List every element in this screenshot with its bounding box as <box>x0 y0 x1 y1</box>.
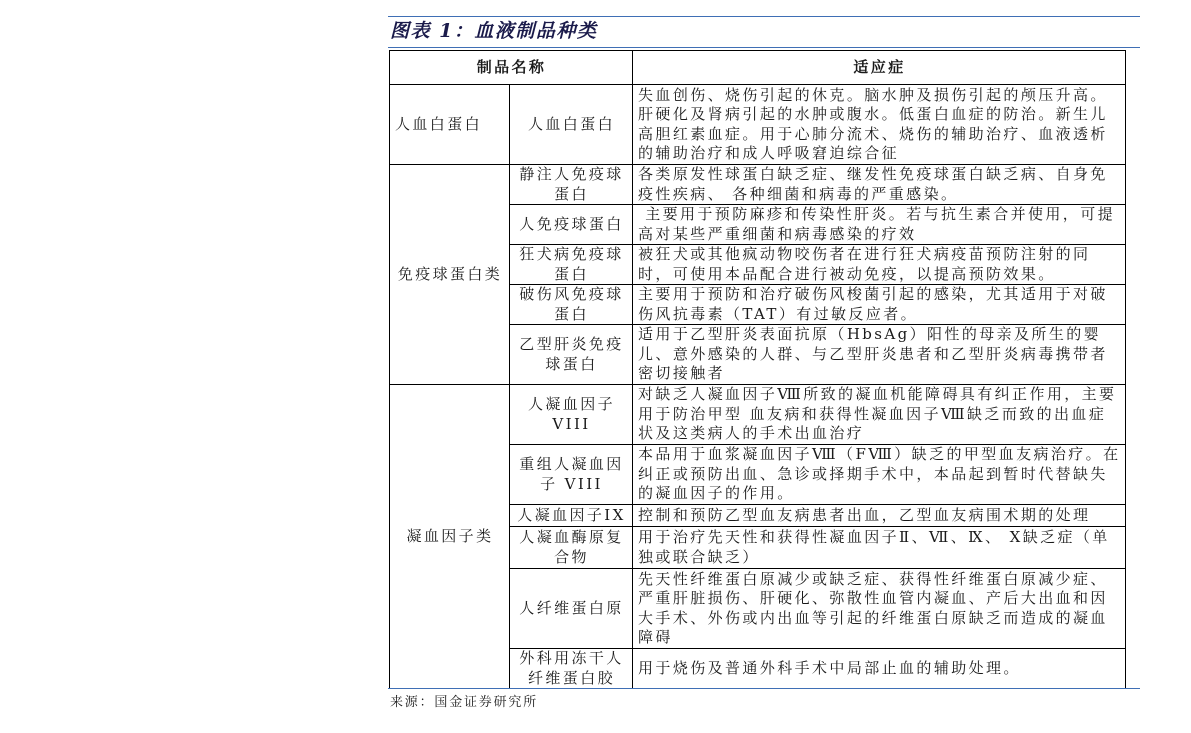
indication-cell: 主要用于预防麻疹和传染性肝炎。若与抗生素合并使用，可提高对某些严重细菌和病毒感染的疗效 <box>633 205 1126 245</box>
indication-cell: 主要用于预防和治疗破伤风梭菌引起的感染，尤其适用于对破伤风抗毒素（TAT）有过敏反应者。 <box>633 285 1126 325</box>
indication-cell: 失血创伤、烧伤引起的休克。脑水肿及损伤引起的颅压升高。肝硬化及肾病引起的水肿或腹水。低蛋白血症的防治。新生儿高胆红素血症。用于心肺分流术、烧伤的辅助治疗、血液透析的辅助治疗和成人呼吸窘迫综合征 <box>633 85 1126 165</box>
indication-cell: 控制和预防乙型血友病患者出血，乙型血友病围术期的处理 <box>633 505 1126 527</box>
category-cell: 凝血因子类 <box>390 385 510 689</box>
header-indication: 适应症 <box>633 51 1126 85</box>
product-cell: 人血白蛋白 <box>510 85 633 165</box>
table-row <box>390 165 1126 205</box>
product-cell: 狂犬病免疫球蛋白 <box>510 245 633 285</box>
indication-cell: 适用于乙型肝炎表面抗原（HbsAg）阳性的母亲及所生的婴儿、意外感染的人群、与乙型肝炎患者和乙型肝炎病毒携带者密切接触者 <box>633 325 1126 385</box>
product-cell: 重组人凝血因子 VIII <box>510 445 633 505</box>
product-cell: 人免疫球蛋白 <box>510 205 633 245</box>
source-note: 来源：国金证券研究所 <box>390 695 539 710</box>
indication-cell: 先天性纤维蛋白原减少或缺乏症、获得性纤维蛋白原减少症、严重肝脏损伤、肝硬化、弥散性血管内凝血、产后大出血和因大手术、外伤或内出血等引起的纤维蛋白原缺乏而造成的凝血障碍 <box>633 569 1126 649</box>
product-cell: 人凝血因子IX <box>510 505 633 527</box>
indication-cell: 用于治疗先天性和获得性凝血因子Ⅱ、Ⅶ、Ⅸ、 Ⅹ缺乏症（单独或联合缺乏） <box>633 527 1126 569</box>
category-cell: 免疫球蛋白类 <box>390 165 510 385</box>
indication-cell: 本品用于血浆凝血因子Ⅷ（FⅧ）缺乏的甲型血友病治疗。在纠正或预防出血、急诊或择期手术中，本品起到暂时代替缺失的凝血因子的作用。 <box>633 445 1126 505</box>
table-header-row <box>390 51 1126 85</box>
header-product-name: 制品名称 <box>390 51 633 85</box>
indication-cell: 用于烧伤及普通外科手术中局部止血的辅助处理。 <box>633 649 1126 689</box>
table-row <box>390 385 1126 445</box>
table-row <box>390 85 1126 165</box>
page-title: 图表 1：血液制品种类 <box>390 20 598 42</box>
product-cell: 静注人免疫球蛋白 <box>510 165 633 205</box>
product-cell: 乙型肝炎免疫球蛋白 <box>510 325 633 385</box>
bottom-rule <box>388 688 1140 689</box>
title-underline-rule <box>388 47 1140 48</box>
product-cell: 人凝血酶原复合物 <box>510 527 633 569</box>
category-cell: 人血白蛋白 <box>390 85 510 165</box>
top-rule <box>388 16 1140 17</box>
blood-products-table <box>389 50 1126 689</box>
table-body <box>390 85 1126 689</box>
indication-cell: 对缺乏人凝血因子Ⅷ所致的凝血机能障碍具有纠正作用，主要用于防治甲型 血友病和获得性凝血因子Ⅷ缺乏而致的出血症状及这类病人的手术出血治疗 <box>633 385 1126 445</box>
product-cell: 人纤维蛋白原 <box>510 569 633 649</box>
table-head <box>390 51 1126 85</box>
product-cell: 人凝血因子VIII <box>510 385 633 445</box>
indication-cell: 各类原发性球蛋白缺乏症、继发性免疫球蛋白缺乏病、自身免疫性疾病、 各种细菌和病毒的严重感染。 <box>633 165 1126 205</box>
indication-cell: 被狂犬或其他疯动物咬伤者在进行狂犬病疫苗预防注射的同时，可使用本品配合进行被动免疫，以提高预防效果。 <box>633 245 1126 285</box>
product-cell: 破伤风免疫球蛋白 <box>510 285 633 325</box>
product-cell: 外科用冻干人纤维蛋白胶 <box>510 649 633 689</box>
